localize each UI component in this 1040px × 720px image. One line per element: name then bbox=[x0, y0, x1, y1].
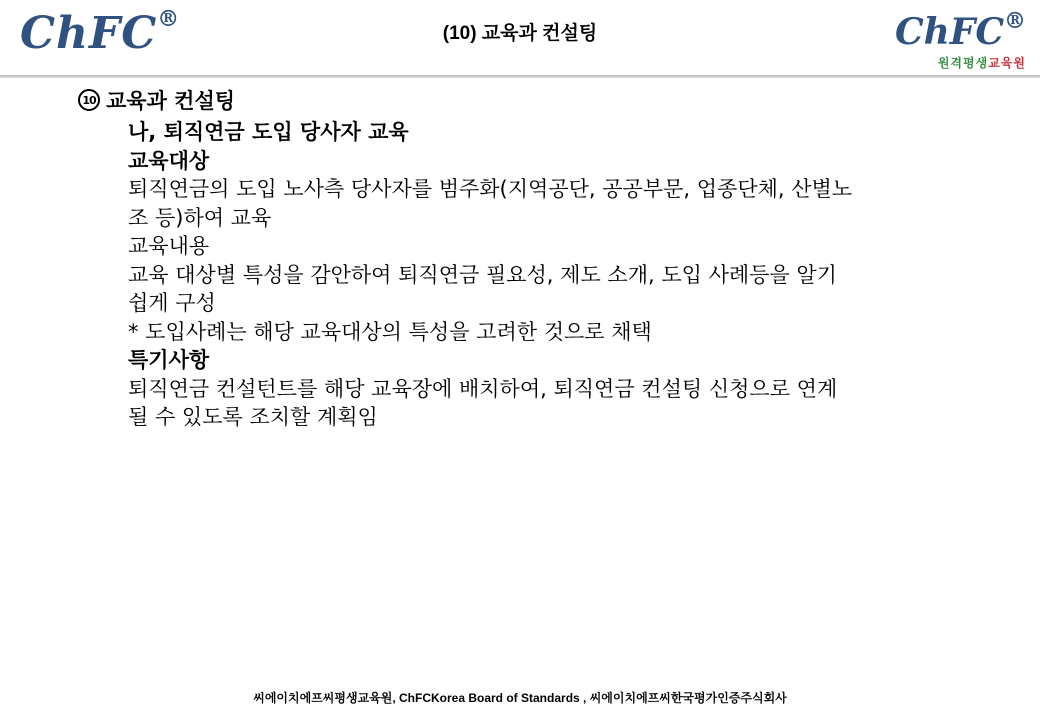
logo-right-mark bbox=[894, 8, 1026, 53]
target-text-line-2: 조 등)하여 교육 bbox=[128, 205, 272, 230]
circled-number-badge: 10 bbox=[78, 89, 100, 111]
registered-mark-right: ® bbox=[1004, 8, 1026, 34]
logo-right-text: ChFC bbox=[894, 11, 1004, 53]
content-heading: 교육내용 bbox=[128, 234, 210, 258]
section-heading bbox=[78, 85, 235, 115]
slide-title: (10) 교육과 컨설팅 bbox=[442, 23, 598, 44]
chfc-logo-right bbox=[894, 8, 1026, 71]
header-divider bbox=[0, 75, 1040, 78]
target-text-line-1: 퇴직연금의 도입 노사측 당사자를 범주화(지역공단, 공공부문, 업종단체, 산별노 bbox=[128, 177, 853, 201]
target-heading: 교육대상 bbox=[128, 148, 210, 173]
registered-mark: ® bbox=[157, 6, 181, 32]
logo-text: ChFC bbox=[20, 8, 158, 59]
special-text-line-2: 될 수 있도록 조치할 계획임 bbox=[128, 405, 378, 429]
footer-credits: 씨에이치에프씨평생교육원, ChFCKorea Board of Standards , 씨에이치에프씨한국평가인증주식회사 bbox=[253, 691, 787, 705]
content-text-line-1: 교육 대상별 특성을 감안하여 퇴직연금 필요성, 제도 소개, 도입 사례등을 알기 bbox=[128, 262, 837, 287]
content-note: * 도입사례는 해당 교육대상의 특성을 고려한 것으로 채택 bbox=[128, 319, 652, 344]
logo-sub-red: 교육원 bbox=[988, 56, 1026, 70]
content-text-line-2: 쉽게 구성 bbox=[128, 291, 216, 315]
special-heading: 특기사항 bbox=[128, 348, 210, 372]
logo-sub-green: 원격평생 bbox=[937, 56, 989, 70]
logo-right-subtitle bbox=[895, 54, 1026, 71]
slide-body bbox=[128, 118, 978, 432]
body-subtitle: 나, 퇴직연금 도입 당사자 교육 bbox=[128, 120, 409, 144]
section-heading-text: 교육과 컨설팅 bbox=[106, 89, 236, 113]
special-text-line-1: 퇴직연금 컨설턴트를 해당 교육장에 배치하여, 퇴직연금 컨설팅 신청으로 연계 bbox=[128, 376, 838, 401]
